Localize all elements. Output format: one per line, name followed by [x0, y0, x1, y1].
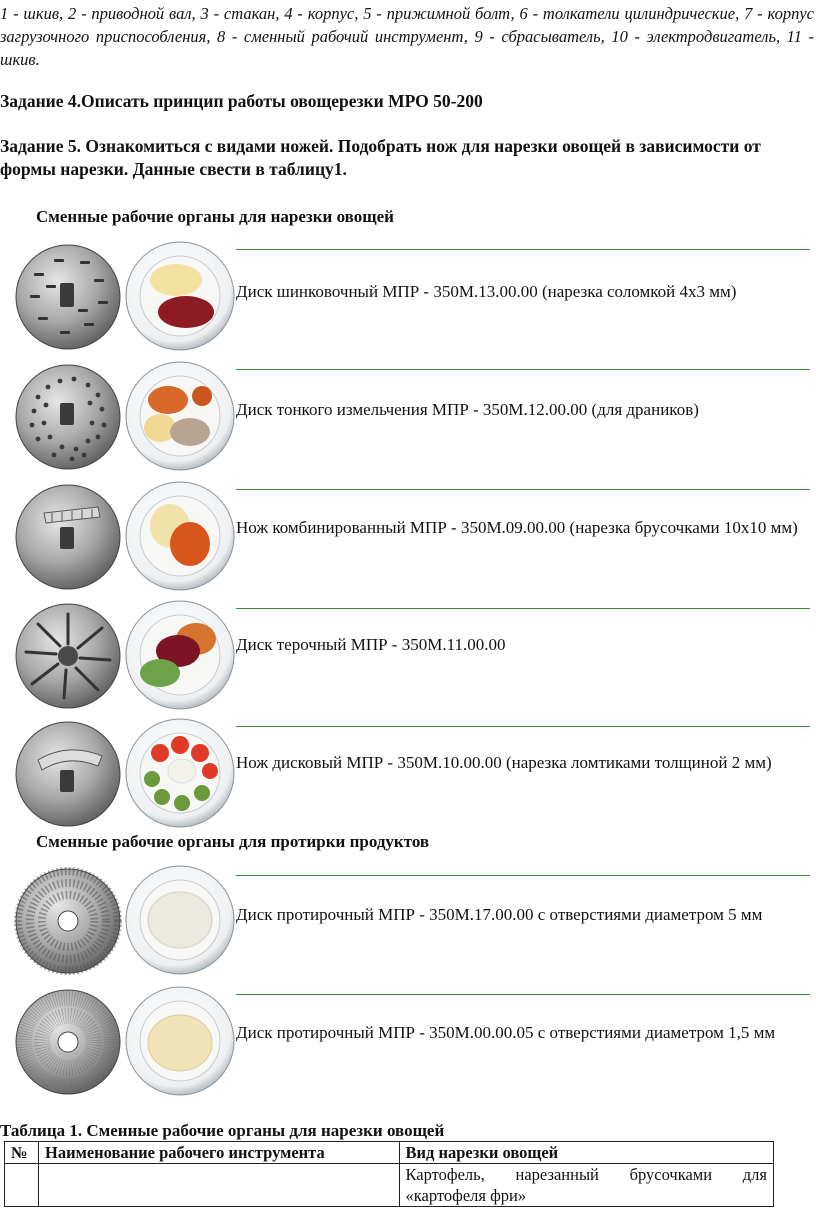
cell-number: [5, 1164, 39, 1207]
tool-label: Диск тонкого измельчения МПР - 350М.12.00.00 (для драников): [236, 400, 699, 419]
fine-grater-disc-icon: [14, 363, 122, 471]
tools-table: [4, 1141, 774, 1207]
sieve-disc-5mm-icon: [14, 867, 122, 975]
cell-tool-name: [38, 1164, 399, 1207]
grated-plate-icon: [124, 360, 236, 472]
header-tool-name: Наименование рабочего инструмента: [38, 1142, 399, 1164]
tool-label: Нож комбинированный МПР - 350М.09.00.00 (нарезка брусочками 10х10 мм): [236, 518, 798, 537]
underline-rule: [236, 369, 810, 370]
slicing-disc-icon: [14, 720, 122, 828]
crumbled-plate-icon: [124, 864, 236, 976]
intro-legend: 1 - шкив, 2 - приводной вал, 3 - стакан, 4 - корпус, 5 - прижимной болт, 6 - толкатели цилиндрические, 7 - корпус загрузочного приспособления, 8 - сменный рабочий инструмент, 9 - сбрасыватель, 10 - электродвигатель, 11 - шкив.: [0, 4, 814, 69]
task-5-heading: Задание 5. Ознакомиться с видами ножей. Подобрать нож для нарезки овощей в зависимости от формы нарезки. Данные свести в таблицу1.: [0, 136, 761, 179]
slices-plate-icon: [124, 717, 236, 829]
tool-label: Диск шинковочный МПР - 350М.13.00.00 (нарезка соломкой 4х3 мм): [236, 282, 737, 301]
sticks-plate-icon: [124, 480, 236, 592]
straws-plate-icon: [124, 240, 236, 352]
tool-row: [0, 983, 816, 1103]
tool-row: [0, 238, 816, 358]
tool-row: [0, 715, 816, 835]
section-title-wiping: Сменные рабочие органы для протирки продуктов: [36, 832, 430, 851]
underline-rule: [236, 875, 810, 876]
table-title: Таблица 1. Сменные рабочие органы для нарезки овощей: [0, 1121, 445, 1140]
underline-rule: [236, 249, 810, 250]
combined-knife-icon: [14, 483, 122, 591]
sieve-disc-1-5mm-icon: [14, 988, 122, 1096]
puree-plate-icon: [124, 985, 236, 1097]
header-cut-type: Вид нарезки овощей: [399, 1142, 773, 1164]
underline-rule: [236, 994, 810, 995]
grater-disc-icon: [14, 602, 122, 710]
tool-label: Диск протирочный МПР - 350М.17.00.00 с отверстиями диаметром 5 мм: [236, 905, 763, 924]
shredded-plate-icon: [124, 599, 236, 711]
header-number: №: [5, 1142, 39, 1164]
tool-row: [0, 478, 816, 598]
tool-row: [0, 358, 816, 478]
underline-rule: [236, 489, 810, 490]
task-4-heading: Задание 4.Описать принцип работы овощерезки МРО 50-200: [0, 91, 483, 111]
underline-rule: [236, 726, 810, 727]
tool-row: [0, 862, 816, 982]
tool-label: Диск терочный МПР - 350М.11.00.00: [236, 635, 506, 654]
table-header-row: [5, 1142, 774, 1164]
tool-row: [0, 597, 816, 717]
table-row: [5, 1164, 774, 1207]
cell-cut-type: Картофель, нарезанный брусочками для «картофеля фри»: [399, 1164, 773, 1207]
tool-label: Диск протирочный МПР - 350М.00.00.05 с отверстиями диаметром 1,5 мм: [236, 1023, 776, 1042]
slots-disc-icon: [14, 243, 122, 351]
underline-rule: [236, 608, 810, 609]
tool-label: Нож дисковый МПР - 350М.10.00.00 (нарезка ломтиками толщиной 2 мм): [236, 753, 772, 772]
section-title-cutting: Сменные рабочие органы для нарезки овощей: [36, 207, 394, 226]
